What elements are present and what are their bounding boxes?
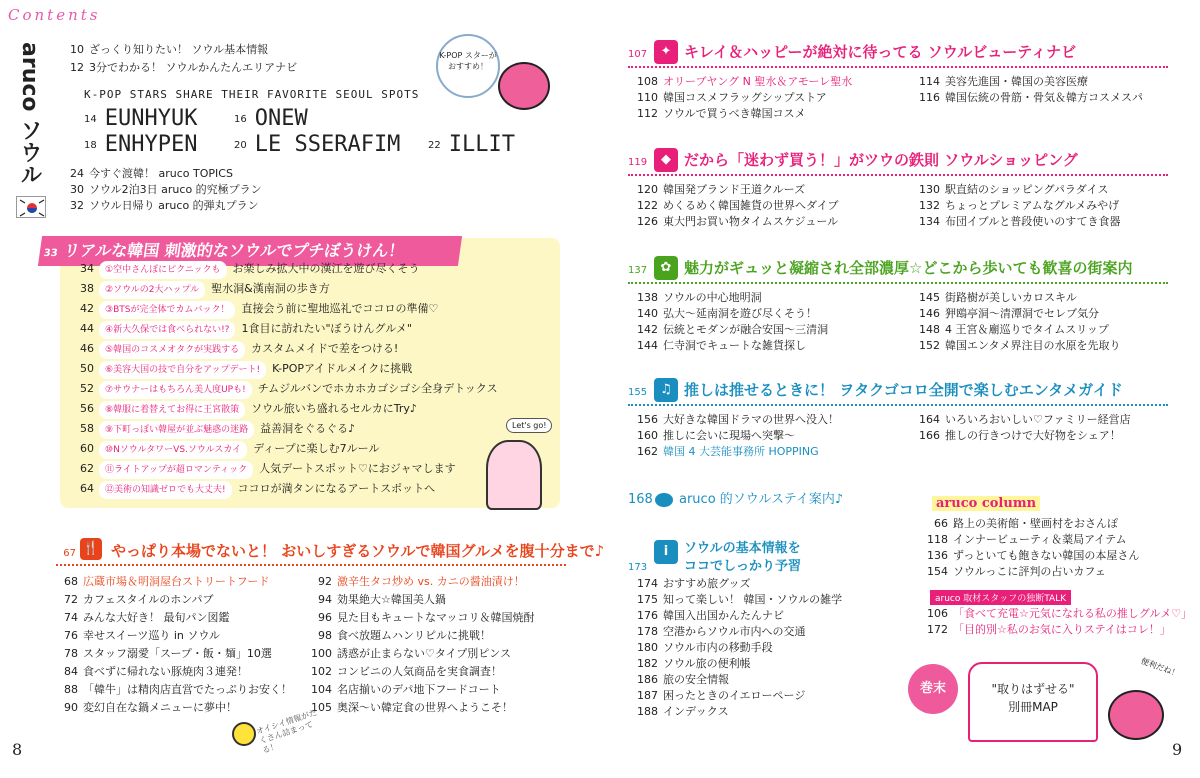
mascot-icon [1108,690,1164,740]
beauty-item[interactable]: 112 ソウルで買うべき韓国コスメ [637,107,806,120]
divider [628,66,1168,68]
divider [56,564,566,566]
adventure-heading[interactable]: 33 リアルな韓国 刺激的なソウルでプチぼうけん！ [38,236,462,266]
basics-heading[interactable]: 173i ソウルの基本情報を ココでしっかり予習 [628,541,802,574]
adventure-item[interactable]: 38 ②ソウルの2大ハップル 聖水洞&漢南洞の歩き方 [76,280,330,298]
page-number-left: 8 [12,740,23,759]
gourmet-item[interactable]: 88 「韓牛」は精肉店直営でたっぷりお安く！ [64,683,292,696]
mascot-icon [498,62,550,110]
entertainment-item[interactable]: 164 いろいろおいしい♡ファミリー経営店 [919,413,1131,426]
plan-entry[interactable]: 30 ソウル2泊3日 aruco 的究極プラン [70,183,262,196]
entertainment-heading[interactable]: 155 ♫ 推しは推せるときに！ ヲタクゴコロ全開で楽しむエンタメガイド [628,378,1123,402]
adventure-item[interactable]: 50 ⑥美容大国の技で自分をアップデート! K-POPアイドルメイクに挑戦 [76,360,412,378]
town-item[interactable]: 152 韓国エンタメ界注目の水原を先取り [919,339,1121,352]
girl-illustration-icon [486,440,542,510]
divider [628,282,1168,284]
adventure-item[interactable]: 34 ①空中さんぽにピクニックも お楽しみ拡大中の漢江を遊び尽くそう [76,260,420,278]
basics-item[interactable]: 176 韓国入出国かんたんナビ [637,609,784,622]
info-icon: i [654,540,678,564]
gourmet-item[interactable]: 76 幸せスイーツ巡り in ソウル [64,629,221,642]
shopping-item[interactable]: 132 ちょっとプレミアムなグルメみやげ [919,199,1120,212]
zzz-icon [655,493,673,507]
gourmet-item[interactable]: 105 奥深〜い韓定食の世界へようこそ！ [311,701,513,714]
column-item[interactable]: 136 ずっといても飽きない韓国の本屋さん [927,549,1140,562]
basics-item[interactable]: 182 ソウル旅の便利帳 [637,657,751,670]
town-item[interactable]: 144 仁寺洞でキュートな雑貨探し [637,339,806,352]
gourmet-item[interactable]: 92 激辛生タコ炒め vs. カニの醤油漬け！ [318,575,525,588]
town-heading[interactable]: 137 ✿ 魅力がギュッと凝縮され全部濃厚☆どこから歩いても歓喜の街案内 [628,256,1132,280]
gourmet-item[interactable]: 78 スタッフ溺愛「スープ・飯・麺」10選 [64,647,272,660]
benri-note: 便利だね！ [1139,656,1181,679]
fork-knife-icon: 🍴 [80,538,102,560]
beauty-item[interactable]: 116 韓国伝統の骨筋・骨気＆韓方コスメスパ [919,91,1143,104]
staff-talk-item[interactable]: 172 「目的別☆私のお気に入りステイはコレ！」 [927,623,1171,636]
adventure-item[interactable]: 42 ③BTSが完全体でカムバック！ 直接会う前に聖地巡礼でココロの準備♡ [76,300,438,318]
gourmet-item[interactable]: 72 カフェスタイルのホンパブ [64,593,214,606]
column-item[interactable]: 66 路上の美術館・壁画村をおさんぽ [934,517,1118,530]
korea-flag-icon [16,196,46,218]
beauty-item[interactable]: 108 オリーブヤング N 聖水＆アモーレ聖水 [637,75,853,88]
gourmet-item[interactable]: 94 効果絶大☆韓国美人鍋 [318,593,446,606]
town-item[interactable]: 146 狎鴎亭洞〜清潭洞でセレブ気分 [919,307,1099,320]
lets-go-bubble: Let's go! [506,418,552,433]
star-entry[interactable]: 20 LE SSERAFIM [234,132,401,157]
adventure-item[interactable]: 60 ⑩NソウルタワーVS.ソウルスカイ ディープに楽しむ7ルール [76,440,379,458]
plan-entry[interactable]: 32 ソウル日帰り aruco 的弾丸プラン [70,199,259,212]
star-entry[interactable]: 22 ILLIT [428,132,515,157]
kpop-bubble: K-POP スターが おすすめ！ [436,34,500,98]
column-item[interactable]: 118 インナービューティ＆薬局アイテム [927,533,1127,546]
town-item[interactable]: 142 伝統とモダンが融合安国〜三清洞 [637,323,829,336]
basics-item[interactable]: 186 旅の安全情報 [637,673,729,686]
gourmet-note: オイシイ情報がたくさん詰まってる！ [255,708,318,756]
basics-item[interactable]: 178 空港からソウル市内への交通 [637,625,806,638]
star-entry[interactable]: 16 ONEW [234,106,308,131]
town-item[interactable]: 138 ソウルの中心地明洞 [637,291,762,304]
star-entry[interactable]: 14 EUNHYUK [84,106,198,131]
adventure-item[interactable]: 44 ④新大久保では食べられない!? 1食目に訪れたい"ぼうけんグルメ" [76,320,412,338]
page-number-right: 9 [1172,740,1183,759]
adventure-item[interactable]: 58 ⑨下町っぽい韓屋が並ぶ魅惑の迷路 益善洞をぐるぐる♪ [76,420,355,438]
footprint-icon: ✿ [654,256,678,280]
gourmet-item[interactable]: 96 見た目もキュートなマッコリ＆韓国焼酎 [318,611,535,624]
gourmet-item[interactable]: 68 広蔵市場＆明洞屋台ストリートフード [64,575,270,588]
adventure-item[interactable]: 52 ⑦サウナーはもちろん美人度UPも! チムジルバンでホカホカゴシゴシ全身デトックス [76,380,498,398]
gourmet-item[interactable]: 104 名店揃いのデパ地下フードコート [311,683,501,696]
chick-icon [232,722,256,746]
gourmet-heading[interactable]: 67 やっぱり本場でないと！ おいしすぎるソウルで韓国グルメを腹十分まで♪ [63,542,605,560]
beauty-item[interactable]: 110 韓国コスメフラッグシップストア [637,91,827,104]
beauty-item[interactable]: 114 美容先進国・韓国の美容医療 [919,75,1088,88]
vertical-title: aruco ソウル [17,42,42,186]
shopping-item[interactable]: 120 韓国発ブランド王道クルーズ [637,183,806,196]
intro-entry[interactable]: 10 ざっくり知りたい！ ソウル基本情報 [70,43,269,56]
stay-heading[interactable]: 168 aruco 的ソウルステイ案内♪ [628,492,844,507]
gourmet-item[interactable]: 102 コンビニの人気商品を実食調査！ [311,665,502,678]
staff-talk-heading: aruco 取材スタッフの独断TALK [930,590,1071,605]
shopping-item[interactable]: 130 駅直結のショッピングパラダイス [919,183,1109,196]
plan-entry[interactable]: 24 今すぐ渡韓！ aruco TOPICS [70,167,233,180]
adventure-item[interactable]: 56 ⑧韓服に着替えてお得に王宮散策 ソウル旅いち盛れるセルカにTry♪ [76,400,417,418]
gourmet-item[interactable]: 90 変幻自在な鍋メニューに夢中！ [64,701,237,714]
map-book-icon[interactable]: "取りはずせる" 別冊MAP [968,662,1098,742]
beauty-heading[interactable]: 107 ✦ キレイ＆ハッピーが絶対に待ってる ソウルビューティナビ [628,40,1076,64]
shopping-item[interactable]: 134 布団イブルと普段使いのすてき食器 [919,215,1121,228]
gourmet-item[interactable]: 100 誘惑が止まらない♡タイプ別ピンス [311,647,511,660]
shopping-item[interactable]: 122 めくるめく韓国雑貨の世界へダイブ [637,199,839,212]
basics-item[interactable]: 180 ソウル市内の移動手段 [637,641,773,654]
kanmatsu-badge: 巻末 [908,664,958,714]
shopping-item[interactable]: 126 東大門お買い物タイムスケジュール [637,215,839,228]
star-entry[interactable]: 18 ENHYPEN [84,132,198,157]
basics-item[interactable]: 188 インデックス [637,705,729,718]
intro-entry[interactable]: 12 3分でわかる！ ソウルかんたんエリアナビ [70,61,298,74]
gourmet-item[interactable]: 84 食べずに帰れない豚焼肉３連発！ [64,665,248,678]
gourmet-item[interactable]: 98 食べ放題ムハンリピルに挑戦！ [318,629,491,642]
entertainment-item[interactable]: 156 大好きな韓国ドラマの世界へ没入！ [637,413,839,426]
column-item[interactable]: 154 ソウルっこに評判の占いカフェ [927,565,1106,578]
divider [628,174,1168,176]
entertainment-item[interactable]: 160 推しに会いに現場へ突撃〜 [637,429,795,442]
basics-item[interactable]: 187 困ったときのイエローページ [637,689,806,702]
bag-icon: ◆ [654,148,678,172]
town-item[interactable]: 140 弘大〜延南洞を遊び尽くそう！ [637,307,817,320]
sparkle-icon: ✦ [654,40,678,64]
town-item[interactable]: 145 街路樹が美しいカロスキル [919,291,1077,304]
adventure-item[interactable]: 46 ⑤韓国のコスメオタクが実践する カスタムメイドで差をつける! [76,340,398,358]
basics-item[interactable]: 174 おすすめ旅グッズ [637,577,751,590]
contents-label: Contents [8,6,101,24]
entertainment-item[interactable]: 166 推しの行きつけで大好物をシェア！ [919,429,1121,442]
divider [628,404,1168,406]
basics-item[interactable]: 175 知って楽しい！ 韓国・ソウルの雑学 [637,593,843,606]
music-note-icon: ♫ [654,378,678,402]
shopping-heading[interactable]: 119 ◆ だから「迷わず買う！」がツウの鉄則 ソウルショッピング [628,148,1078,172]
staff-talk-item[interactable]: 106 「食べて充電☆元気になれる私の推しグルメ♡」 [927,607,1193,620]
gourmet-item[interactable]: 74 みんな大好き！ 最旬パン図鑑 [64,611,230,624]
town-item[interactable]: 148 4 王宮＆廟巡りでタイムスリップ [919,323,1109,336]
kpop-section-title: K-POP STARS SHARE THEIR FAVORITE SEOUL SPOTS [84,88,420,101]
column-heading: aruco column [932,496,1040,511]
adventure-item[interactable]: 62 ⑪ライトアップが超ロマンティック 人気デートスポット♡におジャマします [76,460,456,478]
adventure-item[interactable]: 64 ⑫美術の知識ゼロでも大丈夫! ココロが満タンになるアートスポットへ [76,480,435,498]
entertainment-item[interactable]: 162 韓国 4 大芸能事務所 HOPPING [637,445,819,458]
